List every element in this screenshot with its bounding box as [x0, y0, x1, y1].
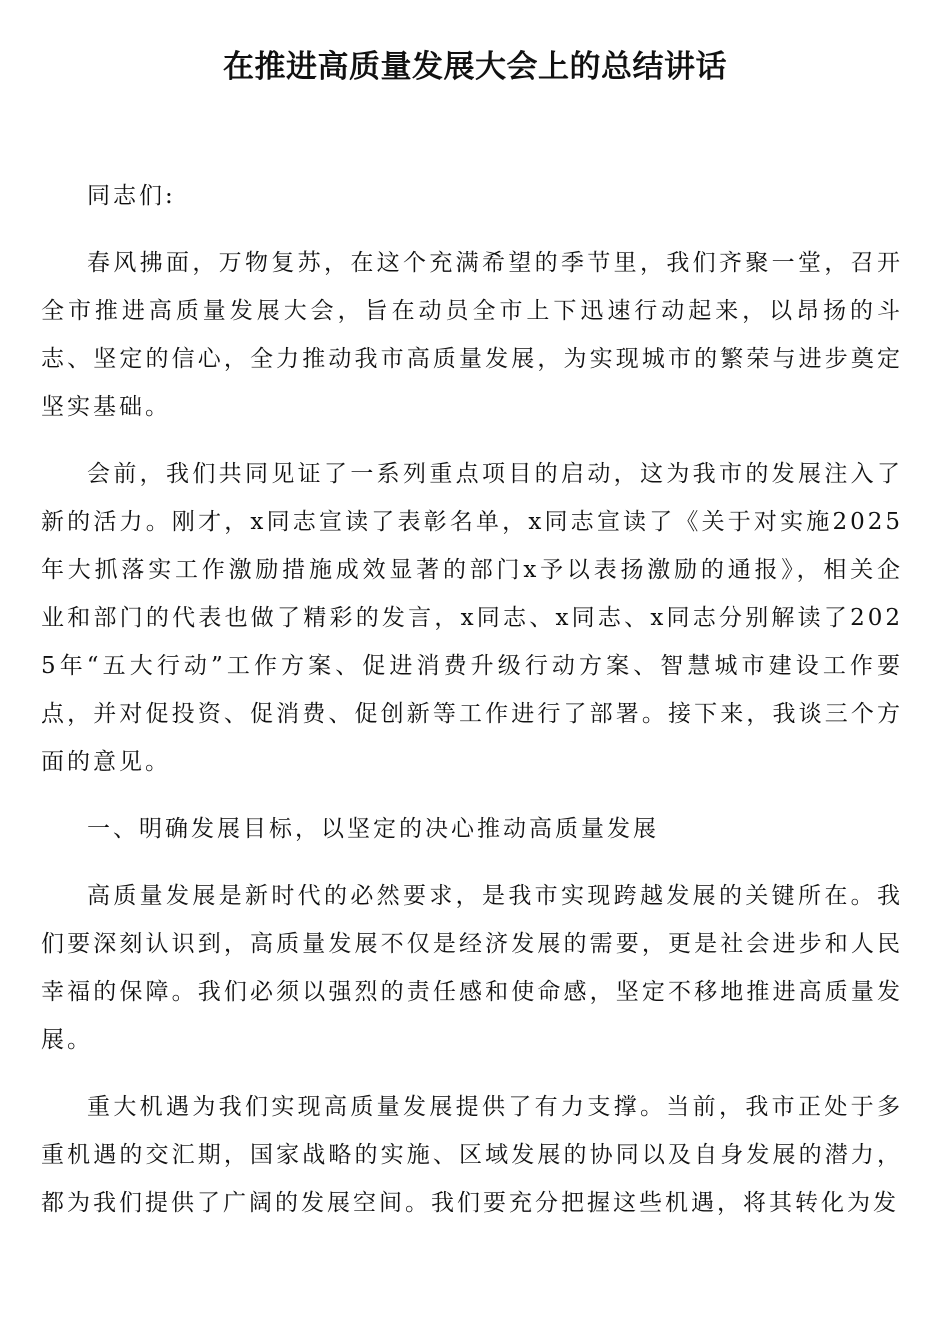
paragraph-review: 会前，我们共同见证了一系列重点项目的启动，这为我市的发展注入了新的活力。刚才，x同志宣读了表彰名单，x同志宣读了《关于对实施2025年大抓落实工作激励措施成效显著的部门x予以表扬激励的通报》，相关企业和部门的代表也做了精彩的发言，x同志、x同志、x同志分别解读了2025年“五大行动”工作方案、促进消费升级行动方案、智慧城市建设工作要点，并对促投资、促消费、促创新等工作进行了部署。接下来，我谈三个方面的意见。: [41, 461, 903, 775]
section-heading: 一、明确发展目标，以坚定的决心推动高质量发展: [87, 816, 659, 842]
salutation: 同志们:: [87, 183, 176, 209]
paragraph-opening: 春风拂面，万物复苏，在这个充满希望的季节里，我们齐聚一堂，召开全市推进高质量发展大会，旨在动员全市上下迅速行动起来，以昂扬的斗志、坚定的信心，全力推动我市高质量发展，为实现城市的繁荣与进步奠定坚实基础。: [41, 250, 903, 420]
document-title: 在推进高质量发展大会上的总结讲话: [223, 49, 727, 85]
document-body: [41, 172, 903, 1246]
paragraph-section-1: 高质量发展是新时代的必然要求，是我市实现跨越发展的关键所在。我们要深刻认识到，高质量发展不仅是经济发展的需要，更是社会进步和人民幸福的保障。我们必须以强烈的责任感和使命感，坚定不移地推进高质量发展。: [41, 883, 903, 1053]
paragraph-section-2: 重大机遇为我们实现高质量发展提供了有力支撑。当前，我市正处于多重机遇的交汇期，国家战略的实施、区域发展的协同以及自身发展的潜力，都为我们提供了广阔的发展空间。我们要充分把握这些机遇，将其转化为发: [41, 1094, 903, 1216]
